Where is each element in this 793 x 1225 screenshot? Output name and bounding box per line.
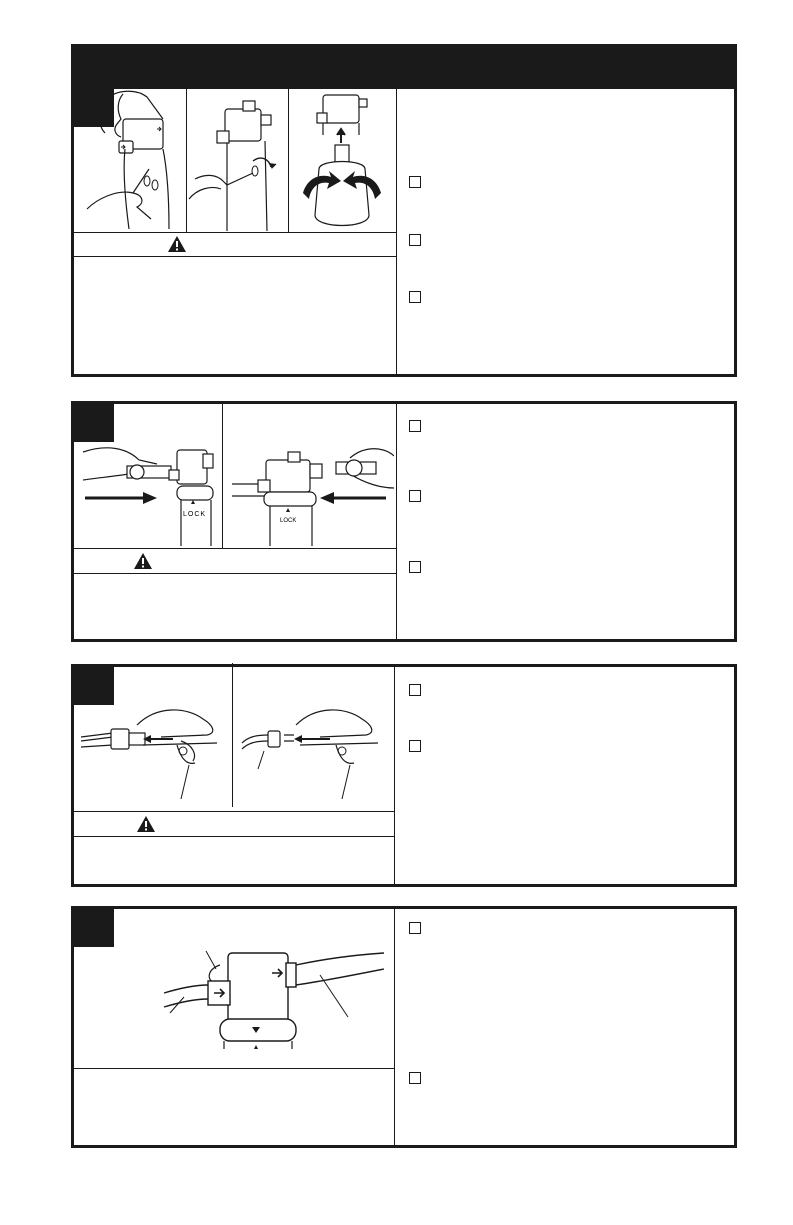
- warning-triangle-icon: [167, 235, 187, 253]
- lock-label: LOCK: [183, 511, 207, 518]
- illustration-release-collet: [77, 675, 231, 809]
- illustration-installed-housing: [134, 939, 394, 1049]
- divider: [74, 548, 396, 549]
- section-1-header-bar: [71, 44, 737, 88]
- divider: [74, 836, 394, 837]
- illustration-insert-tube-outlet: [226, 404, 394, 546]
- lock-label: LOCK: [280, 518, 297, 524]
- checklist-checkbox[interactable]: [409, 420, 421, 432]
- warning-triangle-icon: [136, 815, 156, 833]
- illustration-remove-tube: [234, 675, 392, 809]
- checklist-checkbox[interactable]: [409, 561, 421, 573]
- checklist-checkbox[interactable]: [409, 740, 421, 752]
- checklist-checkbox[interactable]: [409, 234, 421, 246]
- illustration-insert-tube: [77, 404, 221, 546]
- section-4-panel: [71, 906, 737, 1148]
- divider: [396, 89, 397, 377]
- divider: [74, 232, 396, 233]
- illustration-screwdriver: [187, 89, 287, 231]
- divider: [222, 404, 223, 548]
- divider: [74, 573, 396, 574]
- section-3-panel: [71, 664, 737, 887]
- checklist-checkbox[interactable]: [409, 922, 421, 934]
- section-1-panel: [71, 86, 737, 377]
- divider: [74, 1068, 394, 1069]
- divider: [74, 811, 394, 812]
- divider: [394, 909, 395, 1148]
- divider: [232, 663, 233, 807]
- checklist-checkbox[interactable]: [409, 684, 421, 696]
- step-number-badge: [74, 909, 114, 947]
- divider: [74, 256, 396, 257]
- checklist-checkbox[interactable]: [409, 490, 421, 502]
- divider: [396, 404, 397, 642]
- checklist-checkbox[interactable]: [409, 291, 421, 303]
- section-2-panel: [71, 401, 737, 642]
- checklist-checkbox[interactable]: [409, 1072, 421, 1084]
- warning-triangle-icon: [133, 552, 153, 570]
- divider: [394, 667, 395, 887]
- illustration-install-cartridge: [289, 89, 395, 231]
- illustration-remove-plug: [77, 89, 185, 231]
- checklist-checkbox[interactable]: [409, 176, 421, 188]
